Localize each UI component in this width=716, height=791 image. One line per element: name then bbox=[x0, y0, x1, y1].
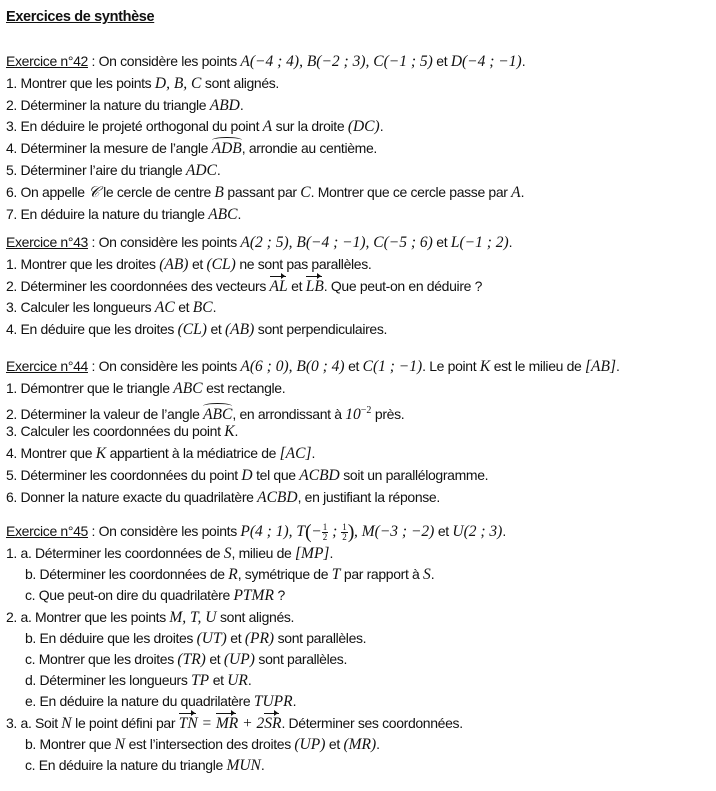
math: D, B, C bbox=[154, 74, 202, 92]
text: 1. a. Déterminer les coordonnées de bbox=[6, 545, 224, 561]
numerator: 1 bbox=[342, 521, 347, 532]
exercise-43 bbox=[6, 232, 712, 341]
text: le cercle de centre bbox=[99, 183, 215, 200]
math: D(−4 ; −1) bbox=[450, 53, 522, 70]
text: 4. Montrer que bbox=[6, 445, 96, 462]
text: . bbox=[239, 96, 244, 113]
math: A bbox=[262, 118, 273, 136]
exercise-question bbox=[6, 543, 712, 564]
vector: SR bbox=[264, 714, 282, 732]
math: A(2 ; 5), B(−4 ; −1), C(−5 ; 6) bbox=[240, 234, 433, 251]
math: [AB] bbox=[585, 358, 617, 375]
math: ABD bbox=[209, 96, 240, 114]
math: B bbox=[214, 183, 224, 201]
exercise-question bbox=[6, 755, 712, 776]
math: UR bbox=[227, 672, 248, 690]
text: sont alignés. bbox=[216, 608, 295, 625]
text: 3. En déduire le projeté orthogonal du point bbox=[6, 118, 263, 135]
text: 3. a. Soit bbox=[6, 714, 62, 731]
exercise-question bbox=[6, 607, 712, 628]
math: T bbox=[331, 566, 341, 584]
math: 10 bbox=[345, 405, 361, 423]
text: et bbox=[209, 672, 228, 689]
text: 2. Déterminer la nature du triangle bbox=[6, 96, 210, 113]
math: (CL) bbox=[177, 321, 207, 339]
exercise-question bbox=[6, 670, 712, 691]
vector: AL bbox=[269, 277, 288, 295]
text: et bbox=[344, 358, 363, 374]
text: . bbox=[616, 358, 620, 374]
text: appartient à la médiatrice de bbox=[106, 445, 280, 462]
math: [AC] bbox=[279, 445, 312, 463]
math: ACBD bbox=[299, 466, 340, 484]
math: 𝒞 bbox=[88, 183, 100, 201]
exercise-question bbox=[6, 319, 712, 341]
exercise-question bbox=[6, 73, 712, 95]
text: 1. Démontrer que le triangle bbox=[6, 379, 174, 396]
text: . bbox=[508, 234, 513, 250]
math: (AB) bbox=[159, 255, 189, 273]
math: (UT) bbox=[196, 629, 227, 647]
exercise-42 bbox=[6, 51, 712, 225]
text: passant par bbox=[223, 183, 301, 200]
exercise-statement bbox=[6, 356, 712, 378]
vector: TN bbox=[178, 714, 198, 732]
exercise-statement bbox=[6, 519, 712, 543]
exercise-question bbox=[6, 204, 712, 226]
math: MUN bbox=[226, 756, 261, 774]
text: c. En déduire la nature du triangle bbox=[25, 756, 227, 773]
math: (UP) bbox=[294, 735, 326, 753]
angle: ABC bbox=[203, 405, 233, 423]
exercise-question bbox=[6, 182, 712, 204]
math: L(−1 ; 2) bbox=[450, 234, 509, 251]
parenthesis: ) bbox=[347, 521, 354, 543]
math: (UP) bbox=[223, 650, 255, 668]
text: est le milieu de bbox=[490, 358, 586, 374]
math: = bbox=[197, 714, 216, 732]
text: c. Montrer que les droites bbox=[25, 650, 178, 667]
text: . bbox=[376, 735, 380, 752]
math: M, T, U bbox=[169, 608, 217, 626]
text: : On considère les points bbox=[87, 358, 241, 374]
text: , en arrondissant à bbox=[232, 405, 346, 422]
math: TUPR bbox=[253, 693, 293, 711]
math: − bbox=[311, 523, 322, 540]
exercise-question bbox=[6, 628, 712, 649]
text: . bbox=[430, 566, 435, 583]
text: 2. a. Montrer que les points bbox=[6, 608, 170, 625]
text: sur la droite bbox=[272, 118, 348, 135]
math: A(6 ; 0), B(0 ; 4) bbox=[240, 358, 345, 375]
text: 1. Montrer que les points bbox=[6, 74, 155, 91]
text: b. En déduire que les droites bbox=[25, 629, 197, 646]
math: (AB) bbox=[224, 321, 255, 339]
math: K bbox=[479, 358, 491, 375]
text: 6. On appelle bbox=[6, 183, 89, 200]
exercise-question bbox=[6, 564, 712, 585]
text: , symétrique de bbox=[237, 566, 332, 583]
text: 4. Déterminer la mesure de l’angle bbox=[6, 140, 212, 157]
text: ? bbox=[273, 587, 285, 604]
math: A(−4 ; 4), B(−2 ; 3), C(−1 ; 5) bbox=[240, 53, 433, 70]
math: (CL) bbox=[206, 255, 236, 273]
text: sont parallèles. bbox=[274, 629, 367, 646]
text: 3. Calculer les longueurs bbox=[6, 299, 155, 316]
exercise-question bbox=[6, 95, 712, 117]
text: : On considère les points bbox=[87, 53, 241, 69]
text: et bbox=[206, 321, 225, 338]
exercise-question bbox=[6, 649, 712, 670]
text: près. bbox=[371, 405, 405, 422]
exercise-question bbox=[6, 487, 712, 509]
text: soit un parallélogramme. bbox=[339, 466, 489, 483]
text: 5. Déterminer l’aire du triangle bbox=[6, 161, 186, 178]
text: 1. Montrer que les droites bbox=[6, 255, 160, 272]
text: c. Que peut-on dire du quadrilatère bbox=[25, 587, 234, 604]
text: . bbox=[292, 693, 297, 710]
text: . Que peut-on en déduire ? bbox=[323, 277, 483, 294]
text: . Déterminer ses coordonnées. bbox=[281, 714, 463, 731]
math: AC bbox=[154, 299, 175, 317]
exponent: −2 bbox=[360, 404, 372, 416]
exercise-question bbox=[6, 585, 712, 606]
text: . bbox=[520, 183, 525, 200]
exercise-question bbox=[6, 138, 712, 160]
exercise-44 bbox=[6, 356, 712, 509]
exercise-question bbox=[6, 254, 712, 276]
exercise-question bbox=[6, 691, 712, 712]
text: tel que bbox=[252, 466, 300, 483]
text: , milieu de bbox=[231, 545, 296, 561]
math: N bbox=[114, 735, 126, 753]
text: et bbox=[188, 255, 207, 272]
exercise-45 bbox=[6, 519, 712, 776]
math: [MP] bbox=[295, 545, 330, 562]
text: et bbox=[325, 735, 344, 752]
text: , en justifiant la réponse. bbox=[297, 488, 440, 505]
text: 5. Déterminer les coordonnées du point bbox=[6, 466, 242, 483]
text: d. Déterminer les longueurs bbox=[25, 672, 192, 689]
text: 6. Donner la nature exacte du quadrilatère bbox=[6, 488, 258, 505]
math: , M(−3 ; −2) bbox=[354, 523, 435, 540]
math: (TR) bbox=[177, 650, 206, 668]
math: (DC) bbox=[347, 118, 380, 136]
math: TP bbox=[191, 672, 210, 690]
text: et bbox=[205, 650, 224, 667]
text: 2. Déterminer la valeur de l’angle bbox=[6, 405, 204, 422]
math: ABC bbox=[173, 379, 203, 397]
text: . bbox=[329, 545, 334, 561]
text: ne sont pas parallèles. bbox=[235, 255, 372, 272]
text: et bbox=[434, 523, 453, 539]
text: . bbox=[216, 161, 221, 178]
text: sont perpendiculaires. bbox=[254, 321, 388, 338]
text: sont alignés. bbox=[201, 74, 279, 91]
math: BC bbox=[192, 299, 213, 317]
text: e. En déduire la nature du quadrilatère bbox=[25, 693, 254, 710]
exercise-statement bbox=[6, 232, 712, 254]
text: . bbox=[237, 205, 242, 222]
exercise-label: Exercice n°43 bbox=[6, 234, 88, 250]
math: ACBD bbox=[257, 488, 298, 506]
text: 7. En déduire la nature du triangle bbox=[6, 205, 209, 222]
text: est rectangle. bbox=[202, 379, 286, 396]
exercise-question bbox=[6, 116, 712, 138]
exercise-label: Exercice n°42 bbox=[6, 53, 88, 69]
exercise-question bbox=[6, 443, 712, 465]
vector: MR bbox=[215, 714, 239, 732]
exercise-question bbox=[6, 378, 712, 400]
text: et bbox=[432, 234, 451, 250]
text: . bbox=[311, 445, 316, 462]
text: et bbox=[432, 53, 451, 69]
exercise-question bbox=[6, 160, 712, 182]
text: . bbox=[502, 523, 506, 539]
math: P(4 ; 1), T bbox=[240, 523, 305, 540]
text: le point défini par bbox=[71, 714, 179, 731]
exercise-question bbox=[6, 421, 712, 443]
exercise-question bbox=[6, 276, 712, 298]
denominator: 2 bbox=[342, 531, 347, 542]
math: C(1 ; −1) bbox=[362, 358, 423, 375]
text: 3. Calculer les coordonnées du point bbox=[6, 423, 225, 440]
math: N bbox=[61, 714, 72, 732]
text: . Le point bbox=[422, 358, 480, 374]
exercise-question bbox=[6, 297, 712, 319]
text: 2. Déterminer les coordonnées des vecteurs bbox=[6, 277, 270, 294]
text: . bbox=[521, 53, 526, 69]
math: A bbox=[511, 183, 521, 201]
text: . Montrer que ce cercle passe par bbox=[310, 183, 512, 200]
exercise-statement bbox=[6, 51, 712, 73]
exercise-label: Exercice n°44 bbox=[6, 358, 88, 374]
text: . bbox=[379, 118, 384, 135]
math: PTMR bbox=[233, 587, 274, 605]
text: : On considère les points bbox=[87, 234, 241, 250]
vector: LB bbox=[305, 277, 324, 295]
text: b. Montrer que bbox=[25, 735, 115, 752]
math: (PR) bbox=[244, 629, 275, 647]
text: : On considère les points bbox=[87, 523, 241, 539]
math: D bbox=[241, 466, 253, 484]
text: . bbox=[212, 299, 217, 316]
math: ABC bbox=[208, 205, 238, 223]
numerator: 1 bbox=[322, 521, 328, 532]
text: b. Déterminer les coordonnées de bbox=[25, 566, 229, 583]
parenthesis: ( bbox=[304, 521, 312, 543]
text: . bbox=[234, 423, 239, 440]
text: par rapport à bbox=[340, 566, 424, 583]
text: sont parallèles. bbox=[254, 650, 347, 667]
math: U(2 ; 3) bbox=[452, 523, 503, 540]
text: . bbox=[247, 672, 252, 689]
text: et bbox=[226, 629, 245, 646]
math: K bbox=[224, 423, 235, 441]
exercise-question bbox=[6, 400, 712, 422]
angle: ADB bbox=[211, 140, 242, 158]
math: ADC bbox=[185, 161, 217, 179]
math: C bbox=[300, 183, 311, 201]
math: K bbox=[95, 445, 107, 463]
exercise-question bbox=[6, 734, 712, 755]
math: S bbox=[423, 566, 431, 584]
exercise-question bbox=[6, 713, 712, 734]
math: + 2 bbox=[238, 714, 265, 732]
exercise-question bbox=[6, 465, 712, 487]
text: 4. En déduire que les droites bbox=[6, 321, 178, 338]
math: S bbox=[223, 545, 232, 562]
text: est l’intersection des droites bbox=[125, 735, 295, 752]
text: et bbox=[287, 277, 306, 294]
text: . bbox=[260, 756, 265, 773]
math: ; bbox=[328, 523, 342, 540]
exercise-label: Exercice n°45 bbox=[6, 523, 88, 539]
text: et bbox=[174, 299, 193, 316]
math: R bbox=[228, 566, 238, 584]
math: (MR) bbox=[343, 735, 377, 753]
text: , arrondie au centième. bbox=[241, 140, 377, 157]
page-title: Exercices de synthèse bbox=[6, 9, 155, 25]
denominator: 2 bbox=[322, 531, 328, 542]
